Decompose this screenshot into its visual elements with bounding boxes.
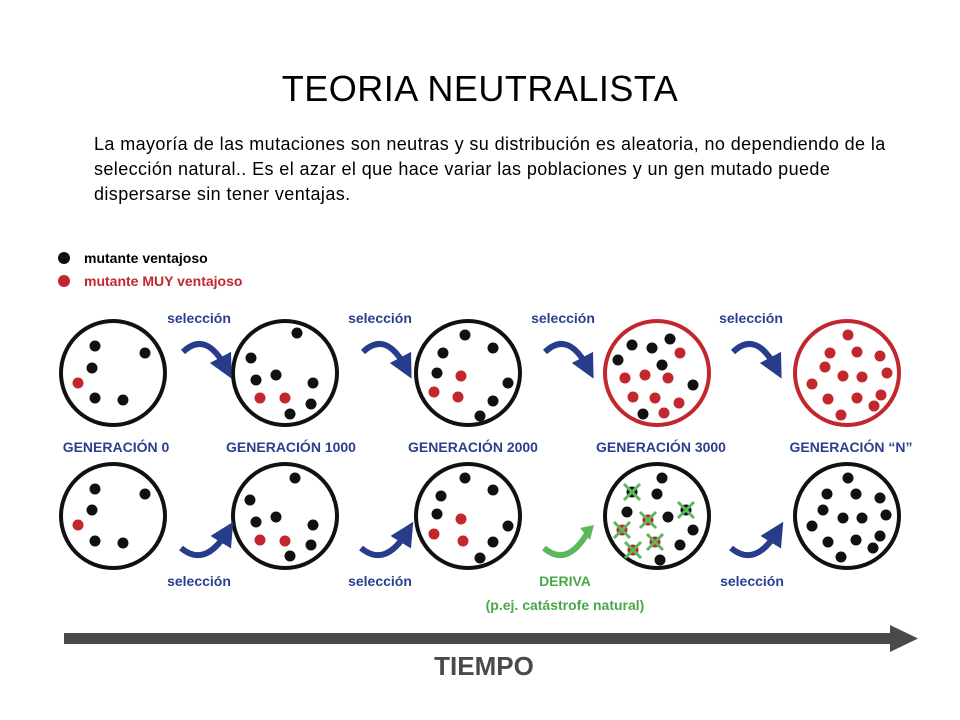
description-text: La mayoría de las mutaciones son neutras y su distribución es aleatoria, no dependiendo de la selección natural.. Es el azar el que hace variar las poblaciones y un gen mutado puede dispersarse sin tener ventajas. — [94, 134, 886, 204]
timeline-arrow — [64, 625, 918, 652]
generation-label-0: GENERACIÓN 0 — [62, 439, 170, 455]
top-population-gen-2000 — [416, 321, 520, 425]
timeline-label: TIEMPO — [434, 651, 534, 681]
deriva-note: (p.ej. catástrofe natural) — [485, 597, 645, 613]
generation-label-1000: GENERACIÓN 1000 — [226, 439, 356, 455]
page-title: TEORIA NEUTRALISTA — [281, 68, 679, 109]
bottom-arrow-1 — [167, 532, 231, 589]
bottom-population-gen-3000 — [605, 464, 709, 568]
bottom-arrow-2 — [348, 532, 412, 589]
arrow-label: selección — [720, 573, 784, 589]
legend-label-red: mutante MUY ventajoso — [84, 272, 243, 289]
arrow-label: selección — [167, 573, 231, 589]
bottom-population-gen-2000 — [416, 464, 520, 568]
top-population-gen-3000 — [605, 321, 709, 425]
generation-label-2000: GENERACIÓN 2000 — [408, 439, 538, 455]
top-arrow-2 — [348, 310, 412, 368]
arrow-label: selección — [348, 573, 412, 589]
top-population-gen-0 — [61, 321, 165, 425]
arrow-label: selección — [348, 310, 412, 326]
arrow-label: selección — [167, 310, 231, 326]
deriva-label: DERIVA — [539, 573, 591, 589]
arrow-label: selección — [531, 310, 595, 326]
generation-label-n: GENERACIÓN “N” — [789, 439, 913, 455]
top-population-gen-n — [795, 321, 899, 425]
bottom-population-gen-n — [795, 464, 899, 568]
generation-label-3000: GENERACIÓN 3000 — [596, 439, 726, 455]
top-arrow-4 — [719, 310, 783, 368]
top-arrow-1 — [167, 310, 231, 368]
legend-label-black: mutante ventajoso — [84, 249, 208, 266]
bottom-population-gen-1000 — [233, 464, 337, 568]
top-arrow-3 — [531, 310, 595, 368]
top-population-gen-1000 — [233, 321, 337, 425]
bottom-arrow-4 — [720, 532, 784, 589]
arrow-label: selección — [719, 310, 783, 326]
bottom-population-gen-0 — [61, 464, 165, 568]
